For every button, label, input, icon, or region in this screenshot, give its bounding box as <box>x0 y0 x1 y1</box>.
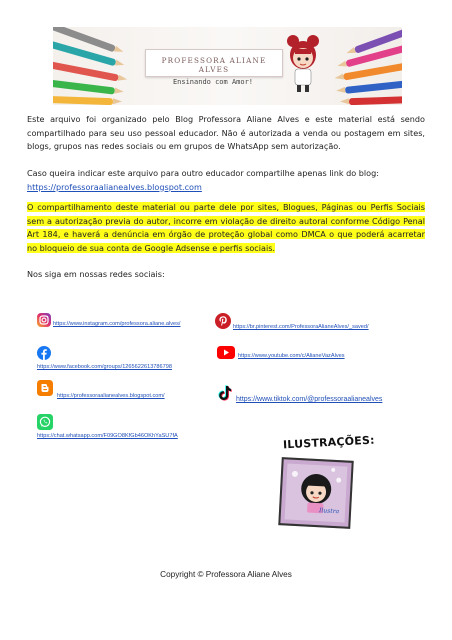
instagram-link[interactable]: https://www.instagram.com/professora.aliane.alves/ <box>53 321 181 327</box>
header-banner <box>53 27 402 105</box>
banner-title: PROFESSORA ALIANE ALVES <box>161 56 267 74</box>
pinterest-icon[interactable] <box>215 313 231 329</box>
pencil-decoration <box>53 78 115 94</box>
copyright-warning-paragraph <box>27 201 425 255</box>
pencil-decoration <box>349 96 402 105</box>
illustrations-label: Ilustra <box>318 507 340 516</box>
illustrations-title: ILUSTRAÇÕES: <box>282 433 375 452</box>
tiktok-icon[interactable] <box>216 384 234 402</box>
share-paragraph <box>27 167 425 194</box>
instagram-icon[interactable] <box>37 313 51 327</box>
youtube-link[interactable]: https://www.youtube.com/c/AlianeVazAlves <box>238 353 345 359</box>
youtube-icon[interactable] <box>217 346 235 359</box>
whatsapp-link[interactable]: https://chat.whatsapp.com/F09GO8KfGb46OKhYaSU7fA <box>37 433 178 439</box>
banner-title-box <box>145 49 283 77</box>
whatsapp-icon[interactable] <box>37 414 53 430</box>
banner-subtitle: Ensinando com Amor! <box>172 78 254 86</box>
blogger-link[interactable]: https://professoraalianealves.blogspot.com/ <box>57 393 165 399</box>
pinterest-link[interactable]: https://br.pinterest.com/ProfessoraAlianeAlves/_saved/ <box>233 324 369 330</box>
illustration-girl-icon <box>280 459 351 526</box>
intro-paragraph: Este arquivo foi organizado pelo Blog Professora Aliane Alves e este material está sendo compartilhado para seu uso pessoal educador. Não é autorizada a venda ou postagem em sites, blogs, grupos nas redes sociais ou em grupos de WhatsApp sem autorização. <box>27 114 425 151</box>
facebook-link[interactable]: https://www.facebook.com/groups/1265622613786798 <box>37 364 172 370</box>
footer-copyright: Copyright © Professora Aliane Alves <box>160 570 292 579</box>
illustrator-logo-image <box>278 457 353 529</box>
highlighted-warning: O compartilhamento deste material ou parte dele por sites, Blogues, Páginas ou Perfis Sociais sem a autorização previa do autor, incorre em violação de direito autoral conforme Código Penal Art 184, e haverá a denúncia em órgão de proteção global como DMCA o que poderá acarretar no bloqueio de sua conta de Google Adsense e perfis sociais. <box>27 202 425 253</box>
blog-link[interactable]: https://professoraalianealves.blogspot.com <box>27 181 202 192</box>
pencil-decoration <box>345 79 402 94</box>
blogger-icon[interactable] <box>37 380 53 396</box>
share-text: Caso queira indicar este arquivo para outro educador compartilhe apenas link do blog: <box>27 168 379 178</box>
facebook-icon[interactable] <box>37 346 51 360</box>
follow-us-text: Nos siga em nossas redes sociais: <box>27 269 165 279</box>
tiktok-link[interactable]: https://www.tiktok.com/@professoraalianealves <box>236 396 383 403</box>
teacher-cartoon-illustration <box>285 31 321 93</box>
pencil-decoration <box>53 96 113 105</box>
